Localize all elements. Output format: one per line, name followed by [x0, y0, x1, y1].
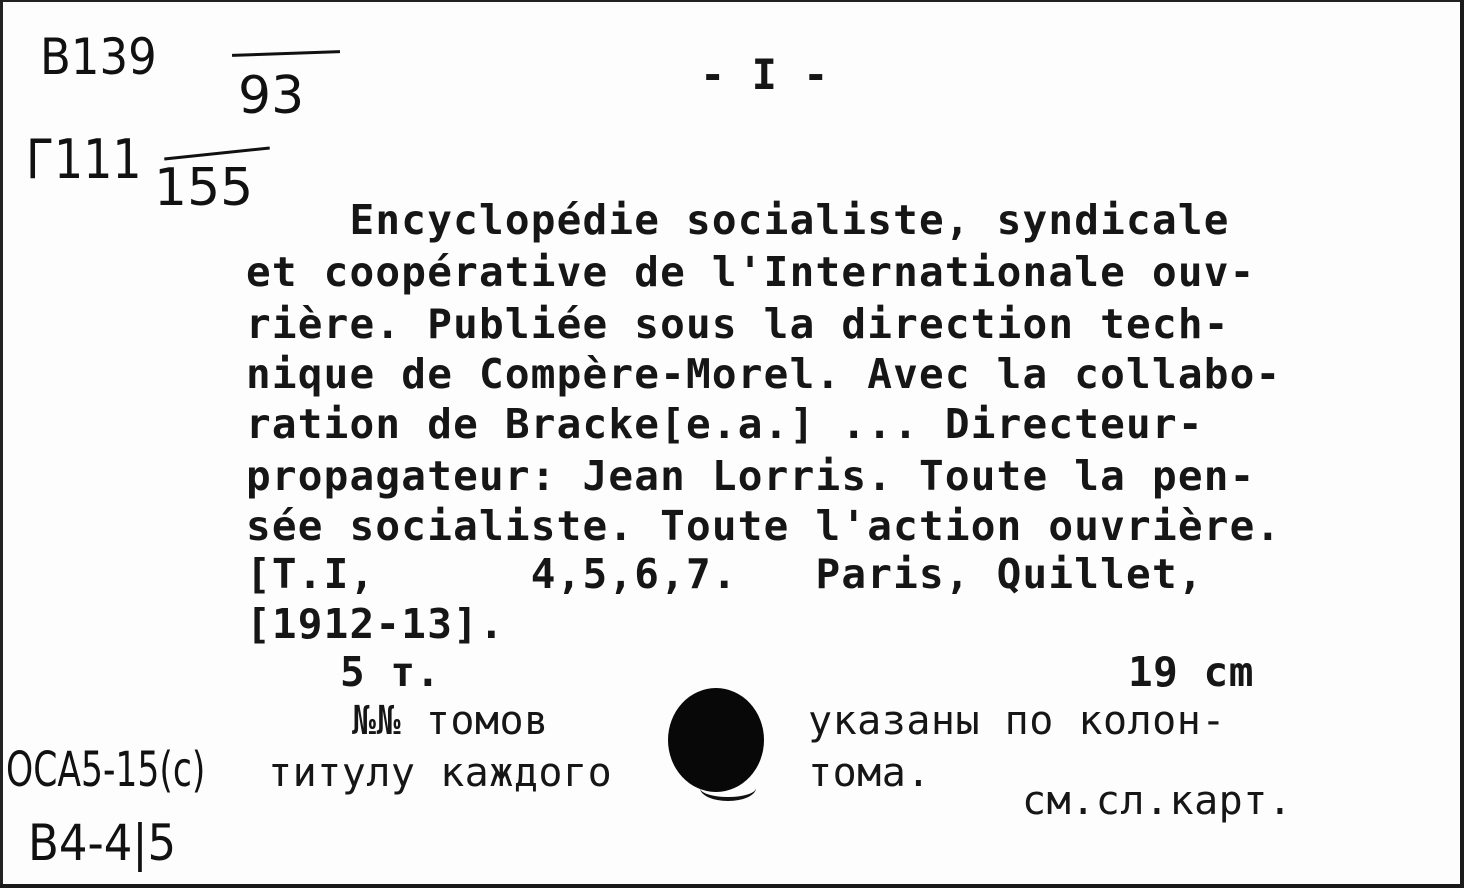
page-number: - I - — [700, 50, 829, 99]
note-line2-right: тома. — [808, 750, 931, 796]
note-line2-left: титулу каждого — [268, 750, 613, 796]
card-border-left — [0, 0, 3, 888]
record-line-7: sée socialiste. Toute l'action ouvrière. — [246, 502, 1282, 550]
shelf-mark-1-sub: 93 — [238, 66, 305, 126]
card-border-top — [0, 0, 1464, 2]
record-line-9: [1912-13]. — [246, 600, 505, 648]
record-line-8: [T.I, 4,5,6,7. Paris, Quillet, — [246, 550, 1204, 598]
bottom-mark-2: В4-4|5 — [28, 814, 177, 872]
card-border-right — [1460, 0, 1464, 888]
continuation-note: см.сл.карт. — [1022, 778, 1293, 824]
record-line-5: ration de Bracke[e.a.] ... Directeur- — [246, 400, 1204, 448]
shelf-mark-2-sub: 155 — [154, 158, 254, 218]
record-line-2: et coopérative de l'Internationale ouv- — [246, 248, 1256, 296]
shelf-mark-1: В139 — [40, 28, 157, 86]
shelf-mark-2: Г111 — [26, 128, 142, 191]
shelf-mark-1-rule — [232, 50, 340, 57]
volume-count: 5 т. — [340, 648, 441, 696]
record-line-1: Encyclopédie socialiste, syndicale — [246, 196, 1230, 244]
note-line1-right: указаны по колон- — [808, 698, 1226, 744]
punch-hole-tear — [700, 775, 756, 801]
record-line-3: rière. Publiée sous la direction tech- — [246, 300, 1230, 348]
record-line-6: propagateur: Jean Lorris. Toute la pen- — [246, 452, 1256, 500]
card-border-bottom — [0, 884, 1464, 888]
note-line1-left: №№ томов — [352, 698, 549, 744]
bottom-mark-1: OCA5-15(c) — [6, 742, 206, 798]
record-line-4: nique de Compère-Morel. Avec la collabo- — [246, 350, 1282, 398]
card-size: 19 cm — [1128, 648, 1254, 696]
